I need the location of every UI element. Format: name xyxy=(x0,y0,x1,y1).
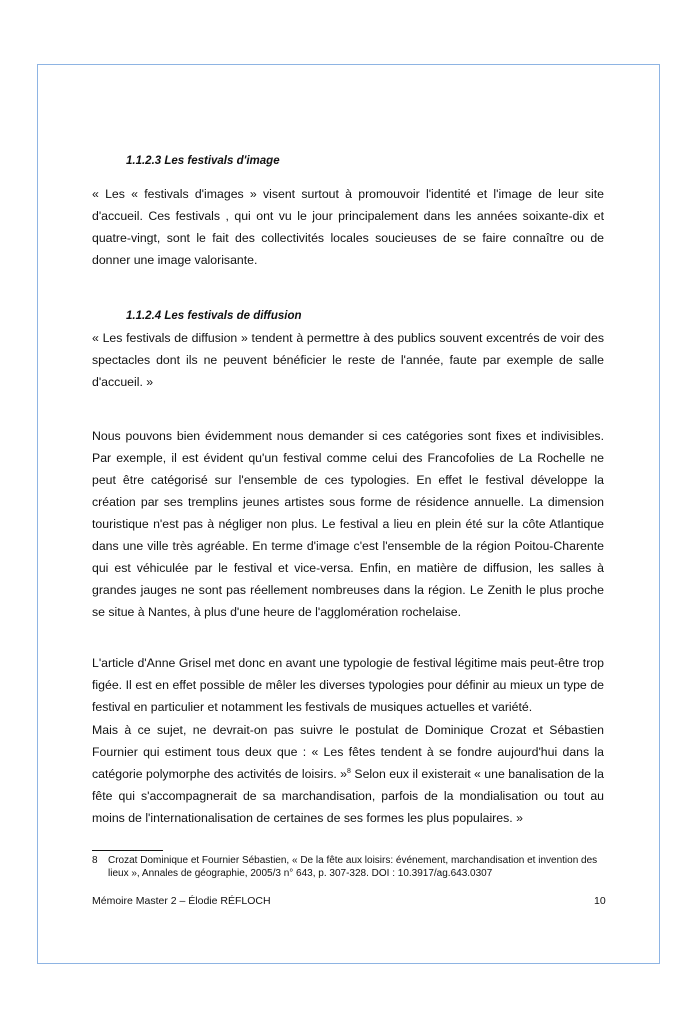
paragraph-text-part-2: Selon eux il existerait « une banalisation de la fête qui s'accompagnerait de sa marchandisation, parfois de la mondialisation ou tout au moins de l'internationalisation de certaines de ses formes les plus populaires. » xyxy=(92,767,604,825)
paragraph-crozat-fournier xyxy=(92,719,604,829)
paragraph-festivals-diffusion: « Les festivals de diffusion » tendent à permettre à des publics souvent excentrés de voir des spectacles dont ils ne peuvent bénéficier le reste de l'année, faute par exemple de salle d'accueil. » xyxy=(92,331,604,389)
footer-title: Mémoire Master 2 – Élodie RÉFLOCH xyxy=(92,895,271,907)
footnote-reference[interactable]: 8 xyxy=(347,767,351,775)
paragraph-typologie: L'article d'Anne Grisel met donc en avant une typologie de festival légitime mais peut-être trop figée. Il est en effet possible de mêler les diverses typologies pour définir au mieux un type de festival en particulier et notamment les festivals de musiques actuelles et variété. xyxy=(92,656,604,714)
footnote-number: 8 xyxy=(92,855,98,866)
footnote-text: Crozat Dominique et Fournier Sébastien, « De la fête aux loisirs: événement, marchandisation et invention des lieux », Annales de géographie, 2005/3 n° 643, p. 307-328. DOI : 10.3917/ag.643.0307 xyxy=(108,855,598,879)
footnote-separator xyxy=(92,850,163,851)
paragraph-text-part-1: Mais à ce sujet, ne devrait-on pas suivre le postulat de Dominique Crozat et Sébastien Fournier qui estiment tous deux que : « Les fêtes tendent à se fondre aujourd'hui dans la catégorie polymorphe des activités de loisirs. » xyxy=(92,723,604,781)
paragraph-festivals-image: « Les « festivals d'images » visent surtout à promouvoir l'identité et l'image de leur site d'accueil. Ces festivals , qui ont vu le jour principalement dans les années soixante-dix et quatre-vingt, sont le fait des collectivités locales soucieuses de se faire connaître ou de donner une image valorisante. xyxy=(92,187,604,267)
section-heading-festivals-image: 1.1.2.3 Les festivals d'image xyxy=(126,155,280,167)
section-heading-festivals-diffusion: 1.1.2.4 Les festivals de diffusion xyxy=(126,310,302,322)
paragraph-categories: Nous pouvons bien évidemment nous demander si ces catégories sont fixes et indivisibles. Par exemple, il est évident qu'un festival comme celui des Francofolies de La Rochelle ne peut être catégorisé sur l'ensemble de ces typologies. En effet le festival développe la création par ses tremplins jeunes artistes sous forme de résidence annuelle. La dimension touristique n'est pas à négliger non plus. Le festival a lieu en plein été sur la côte Atlantique dans une ville très agréable. En terme d'image c'est l'ensemble de la région Poitou-Charente qui est véhiculée par le festival et vice-versa. Enfin, en matière de diffusion, les salles à grandes jauges ne sont pas réellement nombreuses dans la région. Le Zenith le plus proche se situe à Nantes, à plus d'une heure de l'agglomération rochelaise. xyxy=(92,429,604,619)
page-number: 10 xyxy=(594,895,606,907)
